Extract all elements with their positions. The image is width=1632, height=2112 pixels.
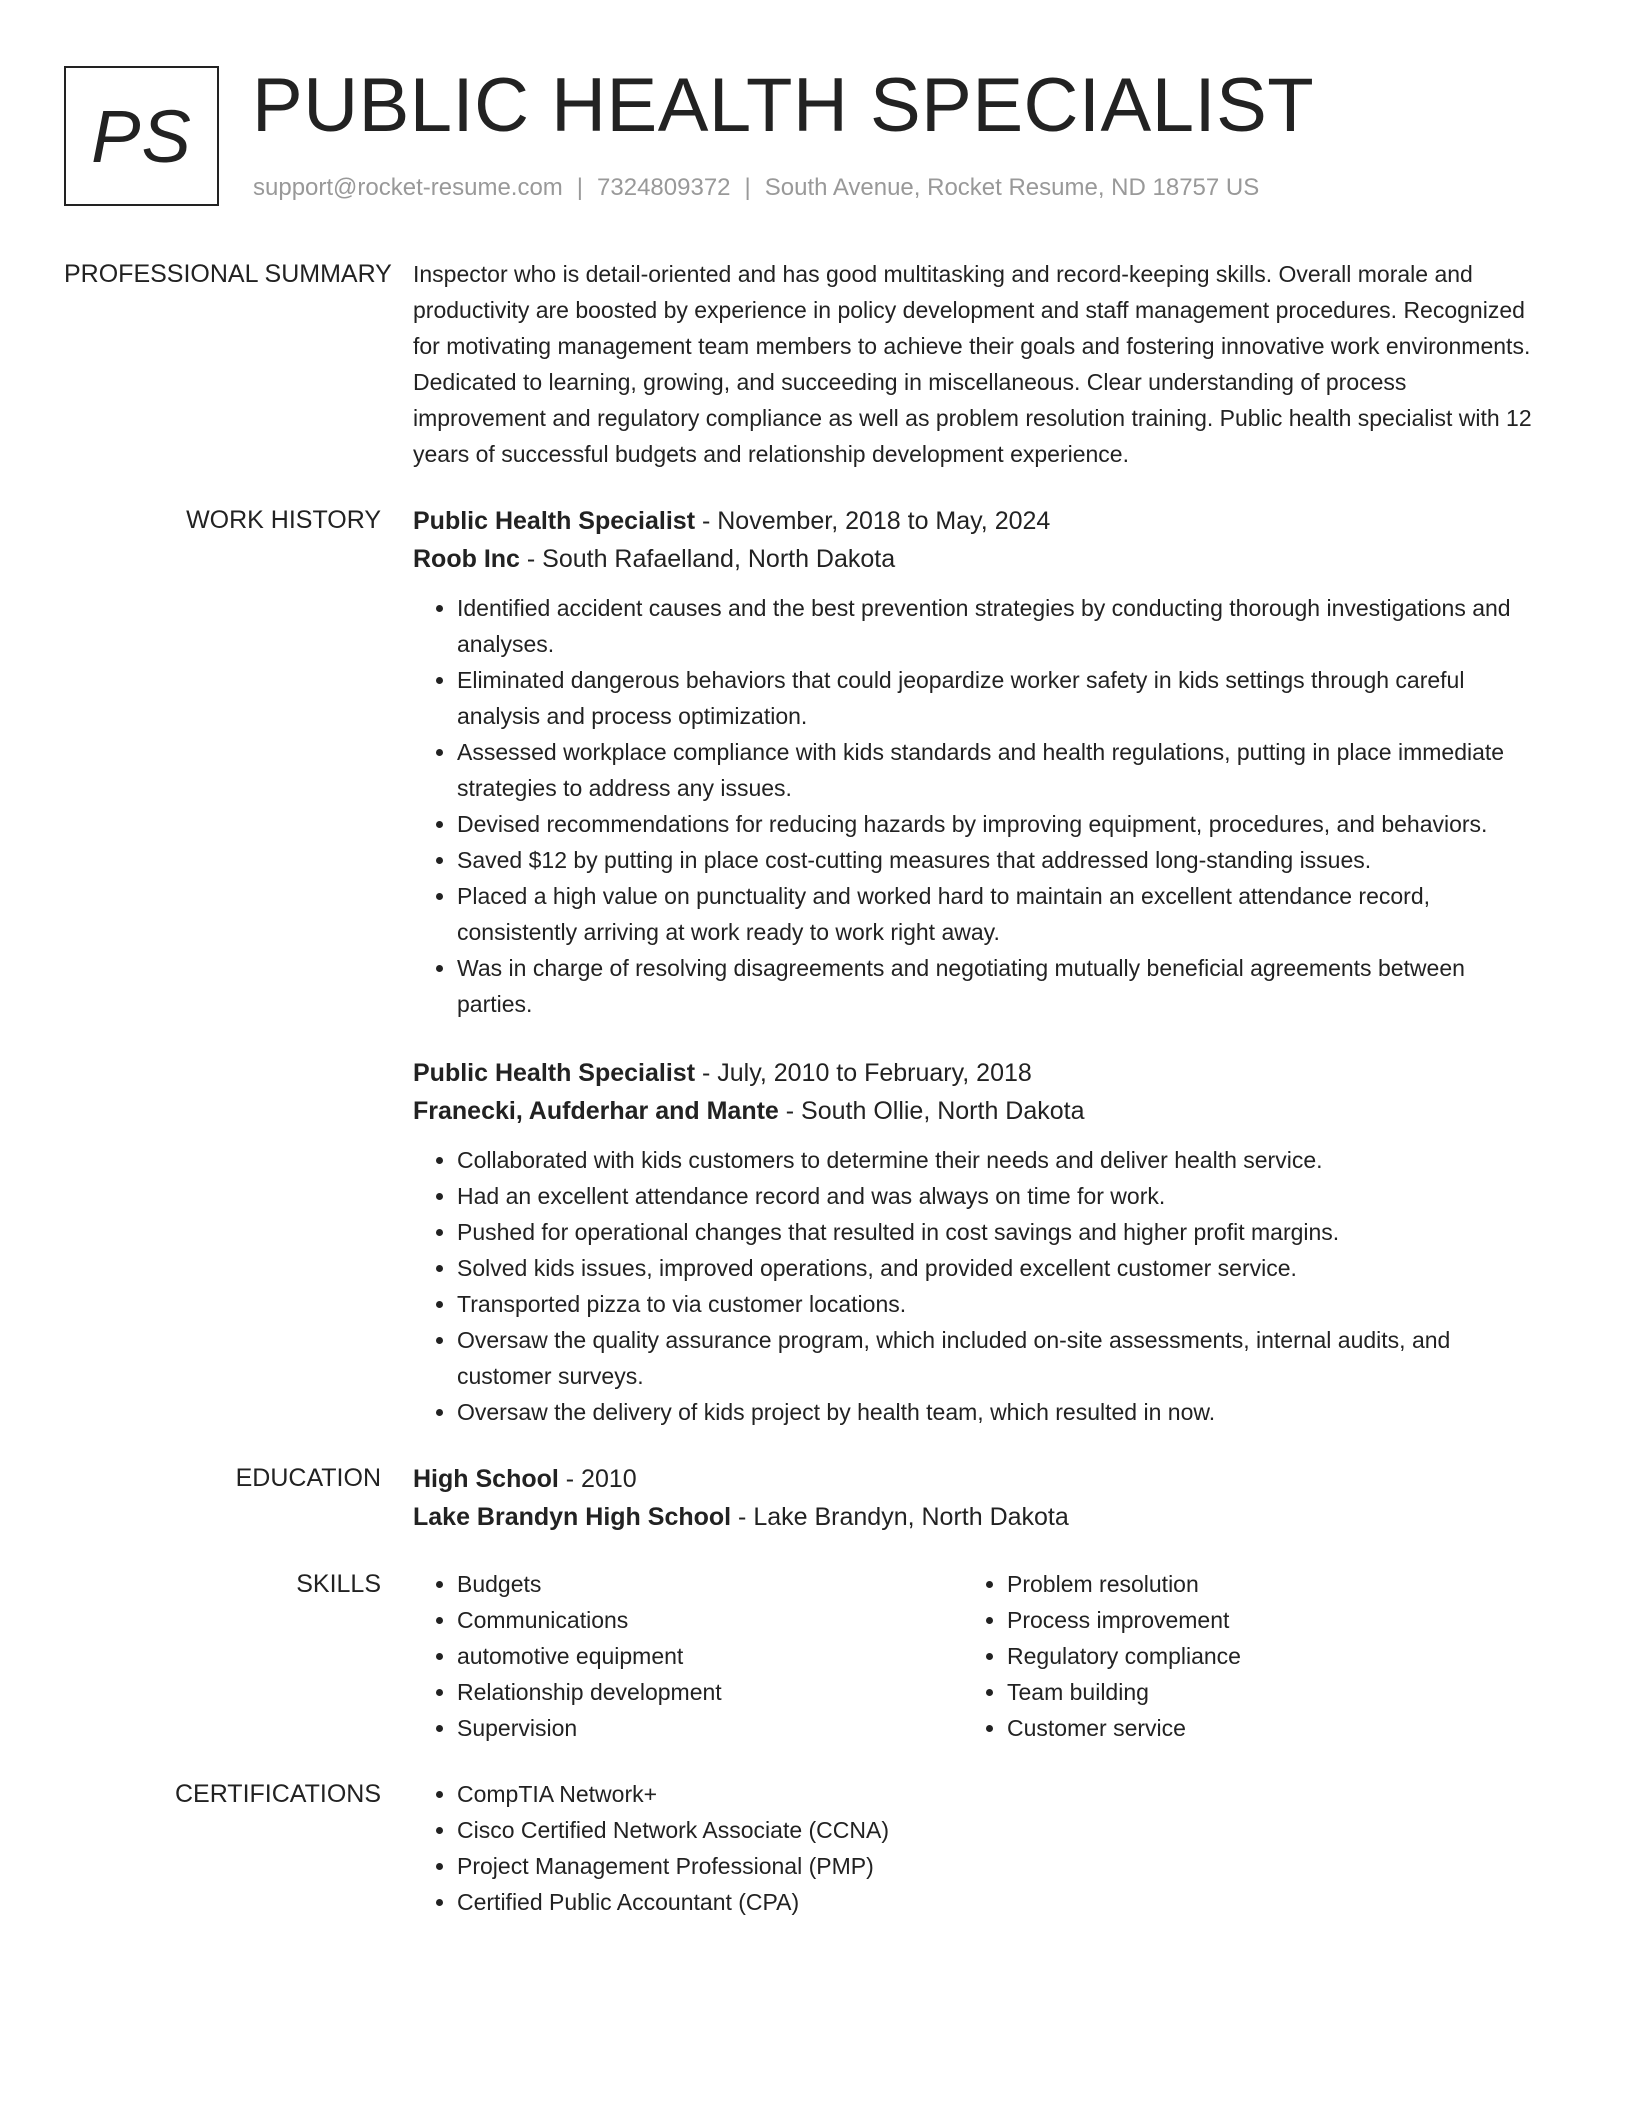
contact-line (253, 174, 1259, 202)
certification-item: • Project Management Professional (PMP) (457, 1848, 1533, 1884)
skills-columns (413, 1566, 1533, 1746)
skills-section (64, 1566, 1568, 1746)
list-item: • Oversaw the quality assurance program, which included on-site assessments, internal audits, and customer surveys. (457, 1322, 1533, 1394)
job-bullets (413, 590, 1533, 1022)
section-heading-education: EDUCATION (235, 1464, 381, 1492)
education-degree: High School (413, 1465, 559, 1493)
section-heading-summary: PROFESSIONAL SUMMARY (64, 260, 392, 288)
list-item: • Identified accident causes and the best prevention strategies by conducting thorough investigations and analyses. (457, 590, 1533, 662)
skill-item: • Relationship development (457, 1674, 963, 1710)
skill-item: • Problem resolution (1007, 1566, 1513, 1602)
job-company: Franecki, Aufderhar and Mante (413, 1097, 779, 1125)
job-company: Roob Inc (413, 545, 520, 573)
skill-item: • Budgets (457, 1566, 963, 1602)
education-degree-line (413, 1460, 1533, 1498)
education-school-line (413, 1498, 1533, 1536)
list-item: • Devised recommendations for reducing hazards by improving equipment, procedures, and behaviors. (457, 806, 1533, 842)
resume-body (64, 256, 1568, 1950)
job-company-line (413, 540, 1533, 578)
job-title: Public Health Specialist (413, 1059, 696, 1087)
contact-separator: | (576, 174, 584, 201)
skill-item: • automotive equipment (457, 1638, 963, 1674)
list-item: • Was in charge of resolving disagreements and negotiating mutually beneficial agreements between parties. (457, 950, 1533, 1022)
skill-item: • Supervision (457, 1710, 963, 1746)
list-item: • Oversaw the delivery of kids project by health team, which resulted in now. (457, 1394, 1533, 1430)
resume-header (64, 63, 1568, 214)
certification-item: • Certified Public Accountant (CPA) (457, 1884, 1533, 1920)
initials-monogram: PS (64, 66, 219, 206)
certifications-list (413, 1776, 1533, 1920)
job-company-line (413, 1092, 1533, 1130)
list-item: • Pushed for operational changes that resulted in cost savings and higher profit margins. (457, 1214, 1533, 1250)
summary-text: Inspector who is detail-oriented and has good multitasking and record-keeping skills. Overall morale and productivity are boosted by experience in policy development and staff management procedures. Recognized for motivating management team members to achieve their goals and fostering innovative work environments. Dedicated to learning, growing, and succeeding in miscellaneous. Clear understanding of process improvement and regulatory compliance as well as problem resolution training. Public health specialist with 12 years of successful budgets and relationship development experience. (413, 261, 1532, 467)
job-location: - South Rafaelland, North Dakota (519, 545, 896, 573)
job-title-line (413, 502, 1533, 540)
job-entry (413, 1054, 1533, 1430)
list-item: • Eliminated dangerous behaviors that could jeopardize worker safety in kids settings through careful analysis and process optimization. (457, 662, 1533, 734)
contact-separator: | (744, 174, 751, 201)
job-dates: - November, 2018 to May, 2024 (695, 507, 1051, 535)
education-location: - Lake Brandyn, North Dakota (731, 1503, 1069, 1531)
contact-address: South Avenue, Rocket Resume, ND 18757 US (764, 174, 1260, 201)
skill-item: • Regulatory compliance (1007, 1638, 1513, 1674)
job-title-line (413, 1054, 1533, 1092)
education-section (64, 1460, 1568, 1536)
job-title: Public Health Specialist (413, 507, 696, 535)
skill-item: • Team building (1007, 1674, 1513, 1710)
section-heading-work-history: WORK HISTORY (186, 506, 381, 534)
education-school: Lake Brandyn High School (413, 1503, 732, 1531)
skill-item: • Process improvement (1007, 1602, 1513, 1638)
certifications-section (64, 1776, 1568, 1920)
skills-list-right (963, 1566, 1513, 1746)
section-heading-skills: SKILLS (296, 1570, 381, 1598)
skills-list-left (413, 1566, 963, 1746)
job-location: - South Ollie, North Dakota (778, 1097, 1085, 1125)
list-item: • Assessed workplace compliance with kids standards and health regulations, putting in place immediate strategies to address any issues. (457, 734, 1533, 806)
contact-phone[interactable]: 7324809372 (597, 174, 731, 201)
education-year: - 2010 (558, 1465, 637, 1493)
job-dates: - July, 2010 to February, 2018 (695, 1059, 1032, 1087)
list-item: • Transported pizza to via customer locations. (457, 1286, 1533, 1322)
skill-item: • Customer service (1007, 1710, 1513, 1746)
list-item: • Saved $12 by putting in place cost-cutting measures that addressed long-standing issues. (457, 842, 1533, 878)
job-bullets (413, 1142, 1533, 1430)
contact-email[interactable]: support@rocket-resume.com (253, 174, 563, 201)
work-history-section (64, 502, 1568, 1430)
section-heading-certifications: CERTIFICATIONS (174, 1780, 381, 1808)
skill-item: • Communications (457, 1602, 963, 1638)
list-item: • Collaborated with kids customers to determine their needs and deliver health service. (457, 1142, 1533, 1178)
list-item: • Had an excellent attendance record and was always on time for work. (457, 1178, 1533, 1214)
list-item: • Solved kids issues, improved operations, and provided excellent customer service. (457, 1250, 1533, 1286)
summary-section (64, 256, 1568, 472)
job-entry (413, 502, 1533, 1022)
page-title: PUBLIC HEALTH SPECIALIST (252, 63, 1315, 148)
certification-item: • CompTIA Network+ (457, 1776, 1533, 1812)
certification-item: • Cisco Certified Network Associate (CCNA) (457, 1812, 1533, 1848)
list-item: • Placed a high value on punctuality and worked hard to maintain an excellent attendance record, consistently arriving at work ready to work right away. (457, 878, 1533, 950)
